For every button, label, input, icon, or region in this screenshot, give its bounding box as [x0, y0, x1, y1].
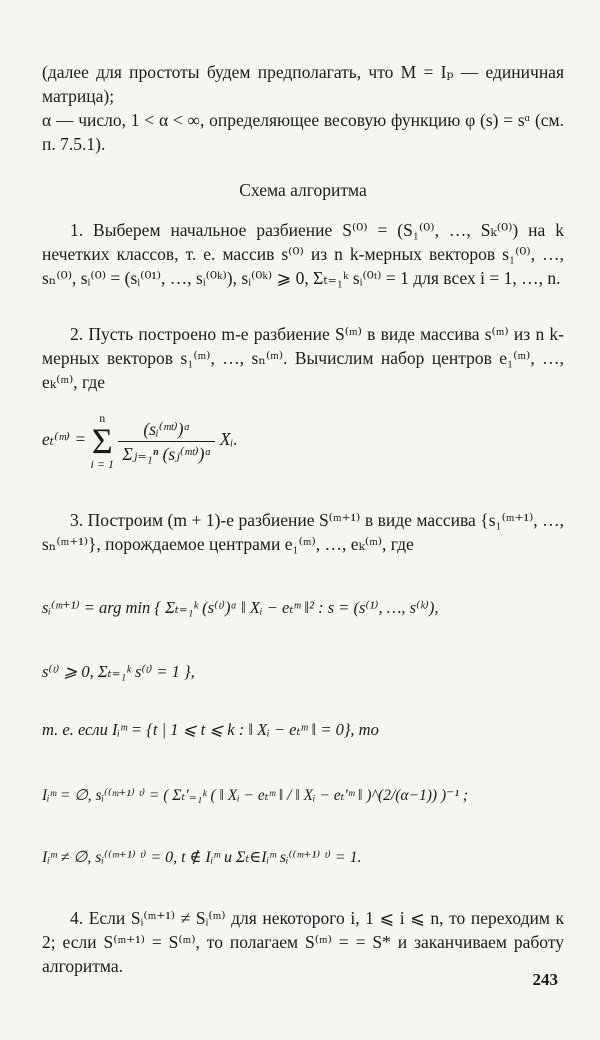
step-1-paragraph: 1. Выберем начальное разбиение S⁽⁰⁾ = (S₁⁽⁰⁾, …, Sₖ⁽⁰⁾) на k нечетких классов, т. е. массив s⁽⁰⁾ из n k-мерных векторов s₁⁽⁰⁾, …, sₙ⁽⁰⁾, sᵢ⁽⁰⁾ = (sᵢ⁽⁰¹⁾, …, sᵢ⁽⁰ᵏ⁾), sᵢ⁽⁰ᵏ⁾ ⩾ 0, Σₜ₌₁ᵏ sᵢ⁽⁰ᵗ⁾ = 1 для всех i = 1, …, n. [42, 220, 564, 288]
argmin-formula-line-1: sᵢ⁽ᵐ⁺¹⁾ = arg min { Σₜ₌₁ᵏ (s⁽ᵗ⁾)ᵅ ‖ Xᵢ − eₜᵐ ‖² : s = (s⁽¹⁾, …, s⁽ᵏ⁾), [42, 598, 439, 617]
sum-symbol: Σ [91, 421, 113, 461]
intro-paragraph-1: (далее для простоты будем предполагать, что M = Iₚ — единичная матрица); [42, 62, 564, 106]
intro-paragraph-2: α — число, 1 < α < ∞, определяющее весовую функцию φ (s) = sᵅ (см. п. 7.5.1). [42, 110, 564, 154]
center-formula-lhs: eₜ⁽ᵐ⁾ = [42, 429, 87, 450]
center-formula [42, 412, 570, 470]
empty-case-formula: Iᵢᵐ = ∅, sᵢ⁽⁽ᵐ⁺¹⁾ ᵗ⁾ = ( Σₜ′₌₁ᵏ ( ‖ Xᵢ − eₜᵐ ‖ / ‖ Xᵢ − eₜ′ᵐ ‖ )^(2/(α−1)) )⁻¹ ; [42, 787, 469, 804]
step-2-paragraph: 2. Пусть построено m-е разбиение S⁽ᵐ⁾ в виде массива s⁽ᵐ⁾ из n k-мерных векторов s₁⁽ᵐ⁾, …, sₙ⁽ᵐ⁾. Вычислим набор центров e₁⁽ᵐ⁾, …, eₖ⁽ᵐ⁾, где [42, 324, 564, 392]
center-formula-rhs: Xᵢ. [219, 429, 238, 450]
step-3-paragraph: 3. Построим (m + 1)-е разбиение S⁽ᵐ⁺¹⁾ в виде массива {s₁⁽ᵐ⁺¹⁾, …, sₙ⁽ᵐ⁺¹⁾}, порождаемое центрами e₁⁽ᵐ⁾, …, eₖ⁽ᵐ⁾, где [42, 510, 564, 554]
fraction-denominator: Σⱼ₌₁ⁿ (sⱼ⁽ᵐᵗ⁾)ᵅ [122, 443, 212, 464]
nonempty-case-formula: Iᵢᵐ ≠ ∅, sᵢ⁽⁽ᵐ⁺¹⁾ ᵗ⁾ = 0, t ∉ Iᵢᵐ и Σₜ∈Iᵢᵐ sᵢ⁽⁽ᵐ⁺¹⁾ ᵗ⁾ = 1. [42, 849, 362, 866]
section-title: Схема алгоритма [239, 180, 367, 200]
page-number: 243 [532, 970, 558, 989]
sum-operator [91, 412, 114, 470]
sum-lower-limit: i = 1 [90, 457, 114, 471]
fraction-numerator: (sᵢ⁽ᵐᵗ⁾)ᵅ [118, 417, 215, 442]
weight-fraction [118, 417, 215, 466]
sum-upper-limit: n [99, 411, 106, 425]
argmin-formula-line-2: s⁽ᵗ⁾ ⩾ 0, Σₜ₌₁ᵏ s⁽ᵗ⁾ = 1 }, [42, 662, 195, 681]
step-4-paragraph: 4. Если Sᵢ⁽ᵐ⁺¹⁾ ≠ Sᵢ⁽ᵐ⁾ для некоторого i, 1 ⩽ i ⩽ n, то переходим к 2; если S⁽ᵐ⁺¹⁾ = S⁽ᵐ⁾, то полагаем S⁽ᵐ⁾ = = S* и заканчиваем работу алгоритма. [42, 908, 564, 976]
condition-line: т. е. если Iᵢᵐ = {t | 1 ⩽ t ⩽ k : ‖ Xᵢ − eₜᵐ ‖ = 0}, то [42, 720, 379, 739]
